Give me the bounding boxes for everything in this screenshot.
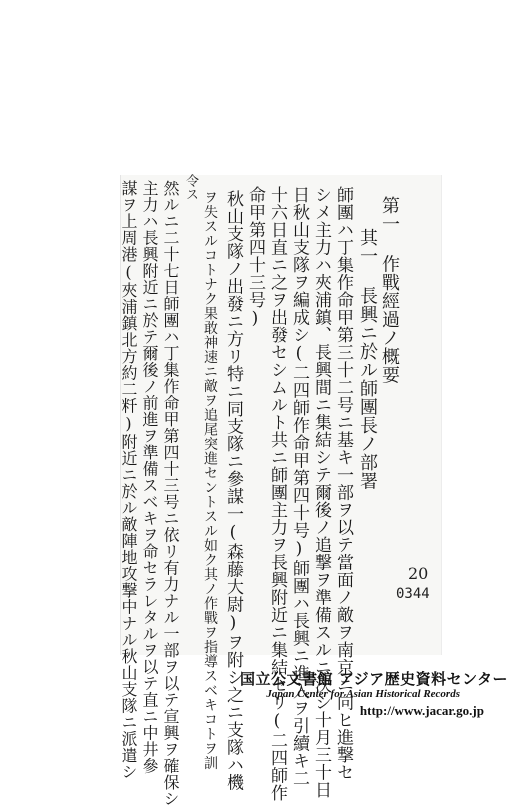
archive-url[interactable]: http://www.jacar.go.jp <box>359 703 484 718</box>
archive-name-jp: 国立公文書館 アジア歴史資料センター <box>239 670 508 688</box>
body-line-6: 秋山支隊ノ出發ニ方リ特ニ同支隊ニ參謀一(森藤大尉)ヲ附シ之ニ支隊ハ機 <box>223 190 243 791</box>
body-line-9: 然ルニ二十七日師團ハ丁集作命甲第四十三号ニ依リ有力ナル一部ヲ以テ宣興ヲ確保シ <box>161 180 180 807</box>
section-heading: 第一 作戰經過ノ概要 <box>379 196 400 384</box>
archive-name-en: Japan Center for Asian Historical Records <box>266 688 460 700</box>
body-line-5: 命甲第四十三号) <box>245 186 265 329</box>
body-line-11: 謀ヲ上周港(夾浦鎮北方約二粁)附近ニ於ル敵陣地攻撃中ナル秋山支隊ニ派遣シ <box>119 180 138 780</box>
body-line-8: 令ス <box>183 174 198 201</box>
body-line-3: 日秋山支隊ヲ編成シ(二四師作命甲第四十号)師團ハ長興ニ進入ヲ引續キ二 <box>289 186 309 787</box>
body-line-1: 師團ハ丁集作命甲第三十二号ニ基キ一部ヲ以テ當面ノ敵ヲ南京ニ向ヒ進撃セ <box>333 186 353 781</box>
page-number: 20 <box>408 564 429 583</box>
body-line-4: 十六日直ニ之ヲ出發セシムルト共ニ師團主力ヲ長興附近ニ集結セリ(二四師作 <box>267 186 287 802</box>
section-subheading: 其一 長興ニ於ル師團長ノ部署 <box>357 228 378 490</box>
body-line-10: 主力ハ長興附近ニ於テ爾後ノ前進ヲ準備スベキヲ命セラレタルヲ以テ直ニ中井參 <box>140 180 159 774</box>
body-line-2: シメ主力ハ夾浦鎮、長興間ニ集結シテ爾後ノ追撃ヲ準備スルニ決シ十月三十日 <box>311 186 331 799</box>
body-line-7: ヲ失スルコトナク果敢神速ニ敵ヲ追尾突進セントスル如ク其ノ作戰ヲ指導スベキコトヲ訓 <box>202 190 218 770</box>
frame-number: 0344 <box>396 586 430 602</box>
